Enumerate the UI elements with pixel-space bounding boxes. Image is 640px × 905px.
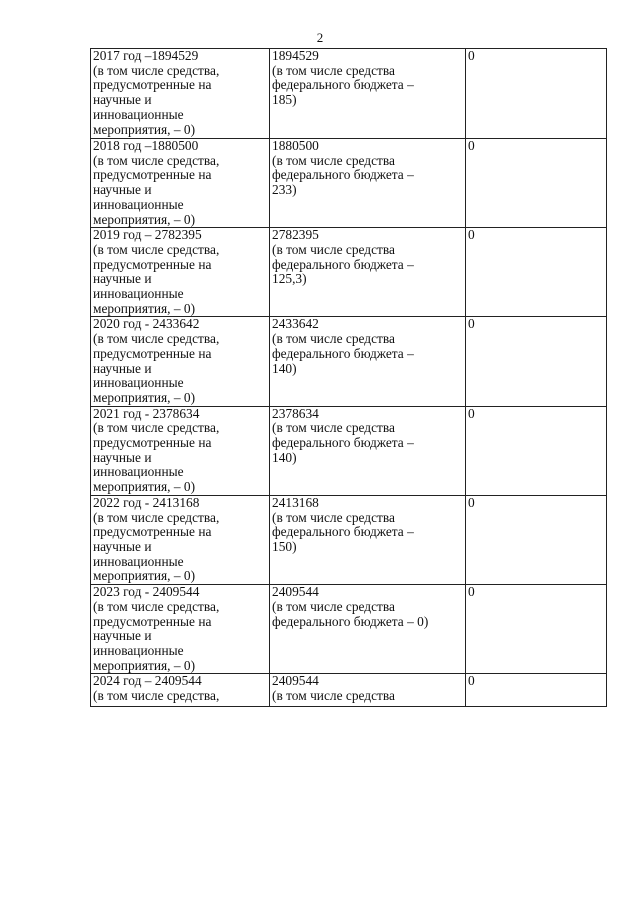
table-row xyxy=(91,406,607,495)
table-row xyxy=(91,317,607,406)
amount-cell: 2409544 (в том числе средства федерального бюджета – 0) xyxy=(270,585,466,674)
amount-cell: 2409544 (в том числе средства xyxy=(270,674,466,707)
amount-cell: 1894529 (в том числе средства федерального бюджета – 185) xyxy=(270,49,466,139)
year-cell: 2021 год - 2378634 (в том числе средства, предусмотренные на научные и инновационные мероприятия, – 0) xyxy=(91,406,270,495)
extra-cell: 0 xyxy=(466,317,607,406)
amount-cell: 2413168 (в том числе средства федерального бюджета – 150) xyxy=(270,495,466,584)
extra-cell: 0 xyxy=(466,49,607,139)
extra-cell: 0 xyxy=(466,674,607,707)
year-cell: 2024 год – 2409544 (в том числе средства, xyxy=(91,674,270,707)
year-cell: 2020 год - 2433642 (в том числе средства, предусмотренные на научные и инновационные мероприятия, – 0) xyxy=(91,317,270,406)
table-row xyxy=(91,585,607,674)
table-row xyxy=(91,139,607,228)
table-row xyxy=(91,495,607,584)
year-cell: 2017 год –1894529 (в том числе средства, предусмотренные на научные и инновационные мероприятия, – 0) xyxy=(91,49,270,139)
extra-cell: 0 xyxy=(466,585,607,674)
extra-cell: 0 xyxy=(466,406,607,495)
table-row xyxy=(91,49,607,139)
amount-cell: 2782395 (в том числе средства федерального бюджета – 125,3) xyxy=(270,228,466,317)
year-cell: 2019 год – 2782395 (в том числе средства, предусмотренные на научные и инновационные мероприятия, – 0) xyxy=(91,228,270,317)
extra-cell: 0 xyxy=(466,495,607,584)
table-row xyxy=(91,674,607,707)
year-cell: 2018 год –1880500 (в том числе средства, предусмотренные на научные и инновационные мероприятия, – 0) xyxy=(91,139,270,228)
table-row xyxy=(91,228,607,317)
year-cell: 2022 год - 2413168 (в том числе средства, предусмотренные на научные и инновационные мероприятия, – 0) xyxy=(91,495,270,584)
budget-table xyxy=(90,48,607,707)
page-number: 2 xyxy=(316,30,324,45)
amount-cell: 2378634 (в том числе средства федерального бюджета – 140) xyxy=(270,406,466,495)
year-cell: 2023 год - 2409544 (в том числе средства, предусмотренные на научные и инновационные мероприятия, – 0) xyxy=(91,585,270,674)
extra-cell: 0 xyxy=(466,139,607,228)
amount-cell: 1880500 (в том числе средства федерального бюджета – 233) xyxy=(270,139,466,228)
extra-cell: 0 xyxy=(466,228,607,317)
amount-cell: 2433642 (в том числе средства федерального бюджета – 140) xyxy=(270,317,466,406)
